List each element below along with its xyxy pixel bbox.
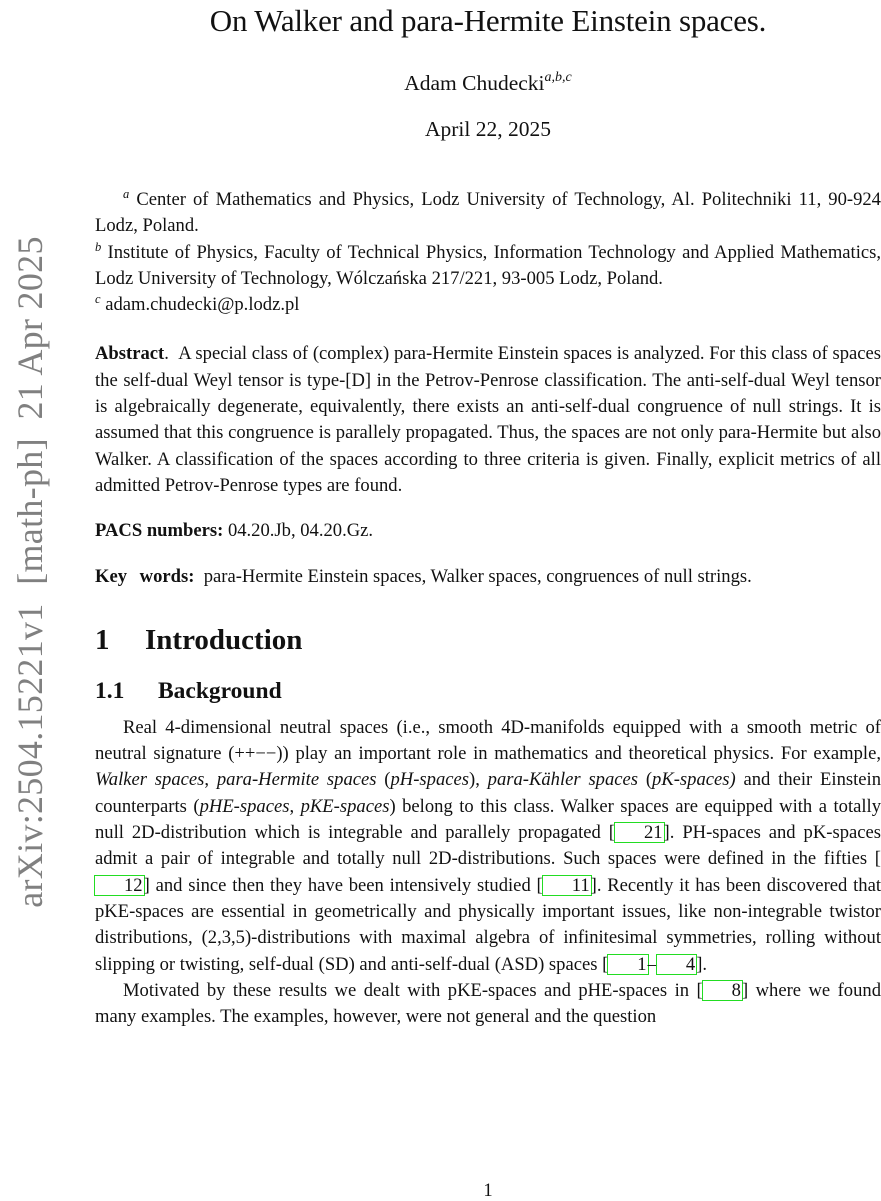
paper-date: April 22, 2025 — [424, 117, 551, 141]
text-run: Real 4-dimensional neutral spaces (i.e., smooth 4D-manifolds equipped with a smooth metric of neutral signature (++−−)) play an important role in mathematics and theoretical physics. For example, — [95, 716, 881, 765]
page-content — [95, 0, 881, 1030]
pacs-label: PACS numbers: — [95, 520, 224, 542]
body-text — [95, 715, 881, 1031]
citation-link-12[interactable]: 12 — [94, 875, 145, 896]
emphasis: pHE-spaces — [199, 795, 290, 817]
emphasis: pH-spaces — [390, 769, 469, 791]
affiliation-text: Center of Mathematics and Physics, Lodz University of Technology, Al. Politechniki 11, 90-924 Lodz, Poland. — [95, 189, 881, 237]
text-run: ]. Recently it has been discovered that pKE-spaces are essential in geometrically and physically important issues, like non-integrable twistor distributions, (2,3,5)-distributions with maximal algebra of infinitesimal symmetries, rolling without slipping or twisting, self-dual (SD) and anti-self-dual (ASD) spaces [ — [95, 874, 881, 975]
paragraph-1 — [95, 715, 881, 978]
author-name: Adam Chudecki — [404, 71, 545, 95]
subsection-number: 1.1 — [95, 677, 125, 704]
affiliation-mark: a — [123, 187, 130, 201]
text-run: Motivated by these results we dealt with pKE-spaces and pHE-spaces in [ — [123, 979, 703, 1001]
text-run: – — [647, 953, 657, 975]
abstract-text: A special class of (complex) para-Hermite Einstein spaces is analyzed. For this class of spaces the self-dual Weyl tensor is type-[D] in the Petrov-Penrose classification. The anti-self-dual Weyl tensor is algebraically degenerate, equivalently, there exists an anti-self-dual congruence of null strings. It is assumed that this congruence is parallely propagated. Thus, the spaces are not only para-Hermite but also Walker. A classification of the spaces according to three criteria is given. Finally, explicit metrics of all admitted Petrov-Penrose types are found. — [95, 343, 881, 496]
text-run: , — [204, 769, 217, 791]
section-number: 1 — [95, 623, 110, 656]
text-run: ]. PH-spaces and pK-spaces admit a pair of integrable and totally null 2D-distributions. Such spaces were defined in the fifties [ — [95, 822, 881, 870]
keywords-value: para-Hermite Einstein spaces, Walker spaces, congruences of null strings. — [203, 565, 752, 587]
affiliations — [95, 187, 881, 318]
author-line — [95, 70, 881, 96]
affiliation-c — [95, 292, 881, 318]
abstract-label: Abstract — [95, 343, 165, 365]
page-number: 1 — [483, 1180, 493, 1201]
author-email: adam.chudecki@p.lodz.pl — [105, 294, 300, 316]
pacs-numbers — [95, 518, 881, 544]
pacs-value: 04.20.Jb, 04.20.Gz. — [227, 520, 374, 542]
section-title: Introduction — [145, 623, 303, 656]
text-run: ), — [469, 769, 488, 791]
section-heading-introduction — [95, 623, 881, 657]
emphasis: pK-spaces) — [652, 769, 736, 791]
affiliation-text: Institute of Physics, Faculty of Technical Physics, Information Technology and Applied Mathematics, Lodz University of Technology, Wólczańska 217/221, 93-005 Lodz, Poland. — [95, 241, 881, 289]
affiliation-a — [95, 187, 881, 240]
emphasis: para-Kähler spaces — [487, 769, 639, 791]
arxiv-identifier: arXiv:2504.15221v1 [math-ph] 21 Apr 2025 — [10, 236, 50, 908]
affiliation-mark: b — [95, 239, 102, 254]
text-run: , — [289, 795, 301, 817]
keywords-label: Key words: — [95, 565, 195, 587]
emphasis: para-Hermite spaces — [216, 769, 377, 791]
citation-link-21[interactable]: 21 — [614, 822, 665, 843]
citation-link-4[interactable]: 4 — [656, 954, 697, 975]
emphasis: pKE-spaces — [300, 795, 390, 817]
text-run: and their Einstein counterparts ( — [95, 769, 881, 817]
text-run: ( — [376, 769, 391, 791]
subsection-title: Background — [158, 677, 282, 704]
subsection-heading-background — [95, 676, 881, 706]
paragraph-2 — [95, 978, 881, 1031]
affiliation-mark: c — [95, 292, 101, 307]
text-run: ]. — [696, 953, 708, 975]
citation-link-1[interactable]: 1 — [607, 954, 648, 975]
text-run: ] where we found many examples. The examples, however, were not general and the question — [95, 979, 881, 1028]
emphasis: Walker spaces — [95, 769, 205, 791]
text-run: ( — [638, 769, 653, 791]
paper-title: On Walker and para-Hermite Einstein spaces. — [209, 3, 767, 38]
keywords — [95, 564, 881, 590]
affiliation-b — [95, 240, 881, 293]
citation-link-8[interactable]: 8 — [702, 980, 743, 1001]
citation-link-11[interactable]: 11 — [542, 875, 592, 896]
author-affiliation-marks: a,b,c — [544, 70, 572, 85]
text-run: ) belong to this class. Walker spaces are equipped with a totally null 2D-distribution which is integrable and parallely propagated [ — [95, 795, 881, 844]
text-run: ] and since then they have been intensively studied [ — [143, 874, 543, 896]
abstract: Abstract. A special class of (complex) para-Hermite Einstein spaces is analyzed. For this class of spaces the self-dual Weyl tensor is type-[D] in the Petrov-Penrose classification. The anti-self-dual Weyl tensor is algebraically degenerate, equivalently, there exists an anti-self-dual congruence of null strings. It is assumed that this congruence is parallely propagated. Thus, the spaces are not only para-Hermite but also Walker. A classification of the spaces according to three criteria is given. Finally, explicit metrics of all admitted Petrov-Penrose types are found. — [95, 343, 881, 496]
arxiv-stamp — [0, 0, 60, 1200]
